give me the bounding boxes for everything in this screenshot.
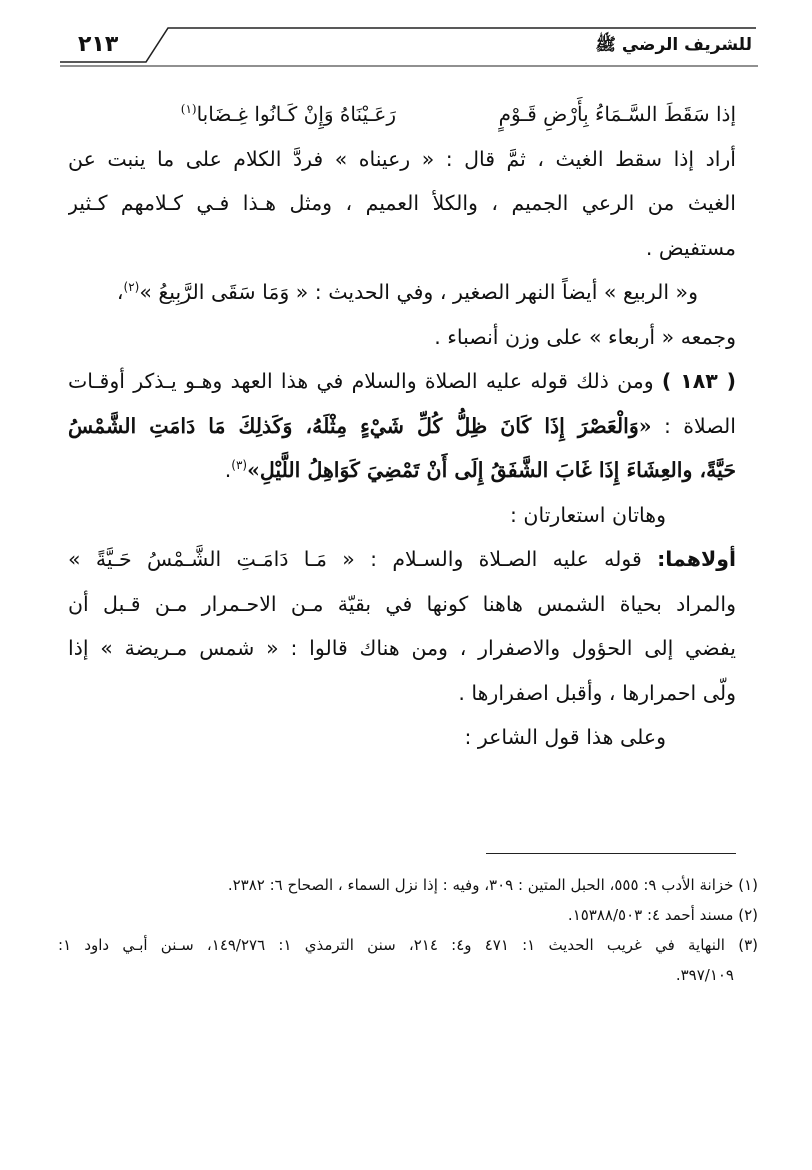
footnote: (٣) النهاية في غريب الحديث ١: ٤٧١ و٤: ٢١٤، سنن الترمذي ١: ١٤٩/٢٧٦، سـنن أبـي داود ١:	[58, 936, 758, 954]
footnotes	[58, 870, 758, 990]
text-line: والمراد بحياة الشمس هاهنا كونها في بقيّة مـن الاحـمرار مـن قـبل أن	[68, 591, 736, 616]
text-line: وعلى هذا قول الشاعر :	[464, 725, 666, 749]
text-line: وهاتان استعارتان :	[509, 502, 666, 527]
text-line: ولّى احمرارها ، وأقبل اصفرارها .	[458, 680, 736, 705]
text-line: يفضي إلى الحؤول والاصفرار ، ومن هناك قالوا : « شمس مـريضة » إذا	[68, 636, 736, 660]
text-line: مستفيض .	[645, 235, 736, 260]
hadith-quote: حَيَّةً، والعِشَاءَ إِذَا غَابَ الشَّفَقُ إِلَى أَنْ تَمْضِيَ كَوَاهِلُ اللَّيْلِ»	[247, 458, 736, 482]
footnote-continuation: ٣٩٧/١٠٩.	[675, 966, 734, 984]
section-first-line: ( ١٨٣ ) ومن ذلك قوله عليه الصلاة والسلام في هذا العهد وهـو يـذكر أوقـات	[68, 369, 736, 393]
page-header	[58, 22, 758, 70]
footnote-number: (١)	[738, 876, 758, 894]
section-number: ( ١٨٣ )	[661, 369, 736, 393]
text-line: حَيَّةً، والعِشَاءَ إِذَا غَابَ الشَّفَقُ إِلَى أَنْ تَمْضِيَ كَوَاهِلُ اللَّيْلِ»$^{(٣)}$.	[224, 458, 736, 482]
footnote-ref: (٢)	[123, 280, 140, 295]
footnote-divider	[486, 853, 736, 854]
footnote-ref: (٣)	[231, 458, 248, 473]
verse-hemistich-first: إذا سَقَطَ السَّـمَاءُ بِأَرْضِ قَـوْمٍ	[498, 102, 736, 126]
first-metaphor-label: أولاهما:	[657, 547, 736, 571]
page-number: ٢١٣	[78, 32, 119, 57]
text-line: الصلاة : «وَالْعَصْرَ إِذَا كَانَ ظِلُّ كُلِّ شَيْءٍ مِثْلَهُ، وَكَذلِكَ مَا دَامَتِ الشَّمْسُ	[68, 413, 736, 438]
footnote-number: (٣)	[738, 936, 758, 954]
poem-verse	[68, 92, 736, 137]
text-line: أولاهما: قوله عليه الصـلاة والسـلام : « مَـا دَامَـتِ الشَّـمْسُ حَـيَّةً »	[68, 547, 736, 571]
hadith-quote: «وَالْعَصْرَ إِذَا كَانَ ظِلُّ كُلِّ شَيْءٍ مِثْلَهُ، وَكَذلِكَ مَا دَامَتِ الشَّمْسُ	[68, 413, 652, 438]
main-text	[68, 92, 736, 760]
text-line: و« الربيع » أيضاً النهر الصغير ، وفي الحديث : « وَمَا سَقَى الرَّبِيعُ »$^{(٢)}$،	[116, 280, 698, 304]
footnote: (٢) مسند أحمد ٤: ١٥٣٨٨/٥٠٣.	[567, 906, 758, 924]
running-title: للشريف الرضي ﷺ	[595, 35, 752, 55]
verse-hemistich-second: رَعَـيْنَاهُ وَإِنْ كَـانُوا غِـضَابا(١)	[180, 102, 396, 126]
footnote: (١) خزانة الأدب ٩: ٥٥٥، الحبل المتين : ٣٠٩، وفيه : إذا نزل السماء ، الصحاح ٦: ٢٣٨٢.	[227, 876, 758, 894]
text-line: الغيث من الرعي الجميم ، والكلأ العميم ، ومثل هـذا فـي كـلامهم كـثير	[68, 191, 736, 215]
footnote-number: (٢)	[738, 906, 758, 924]
text-line: وجمعه « أربعاء » على وزن أنصباء .	[434, 324, 736, 349]
text-line: أراد إذا سقط الغيث ، ثمَّ قال : « رعيناه » فردَّ الكلام على ما ينبت عن	[68, 146, 736, 171]
